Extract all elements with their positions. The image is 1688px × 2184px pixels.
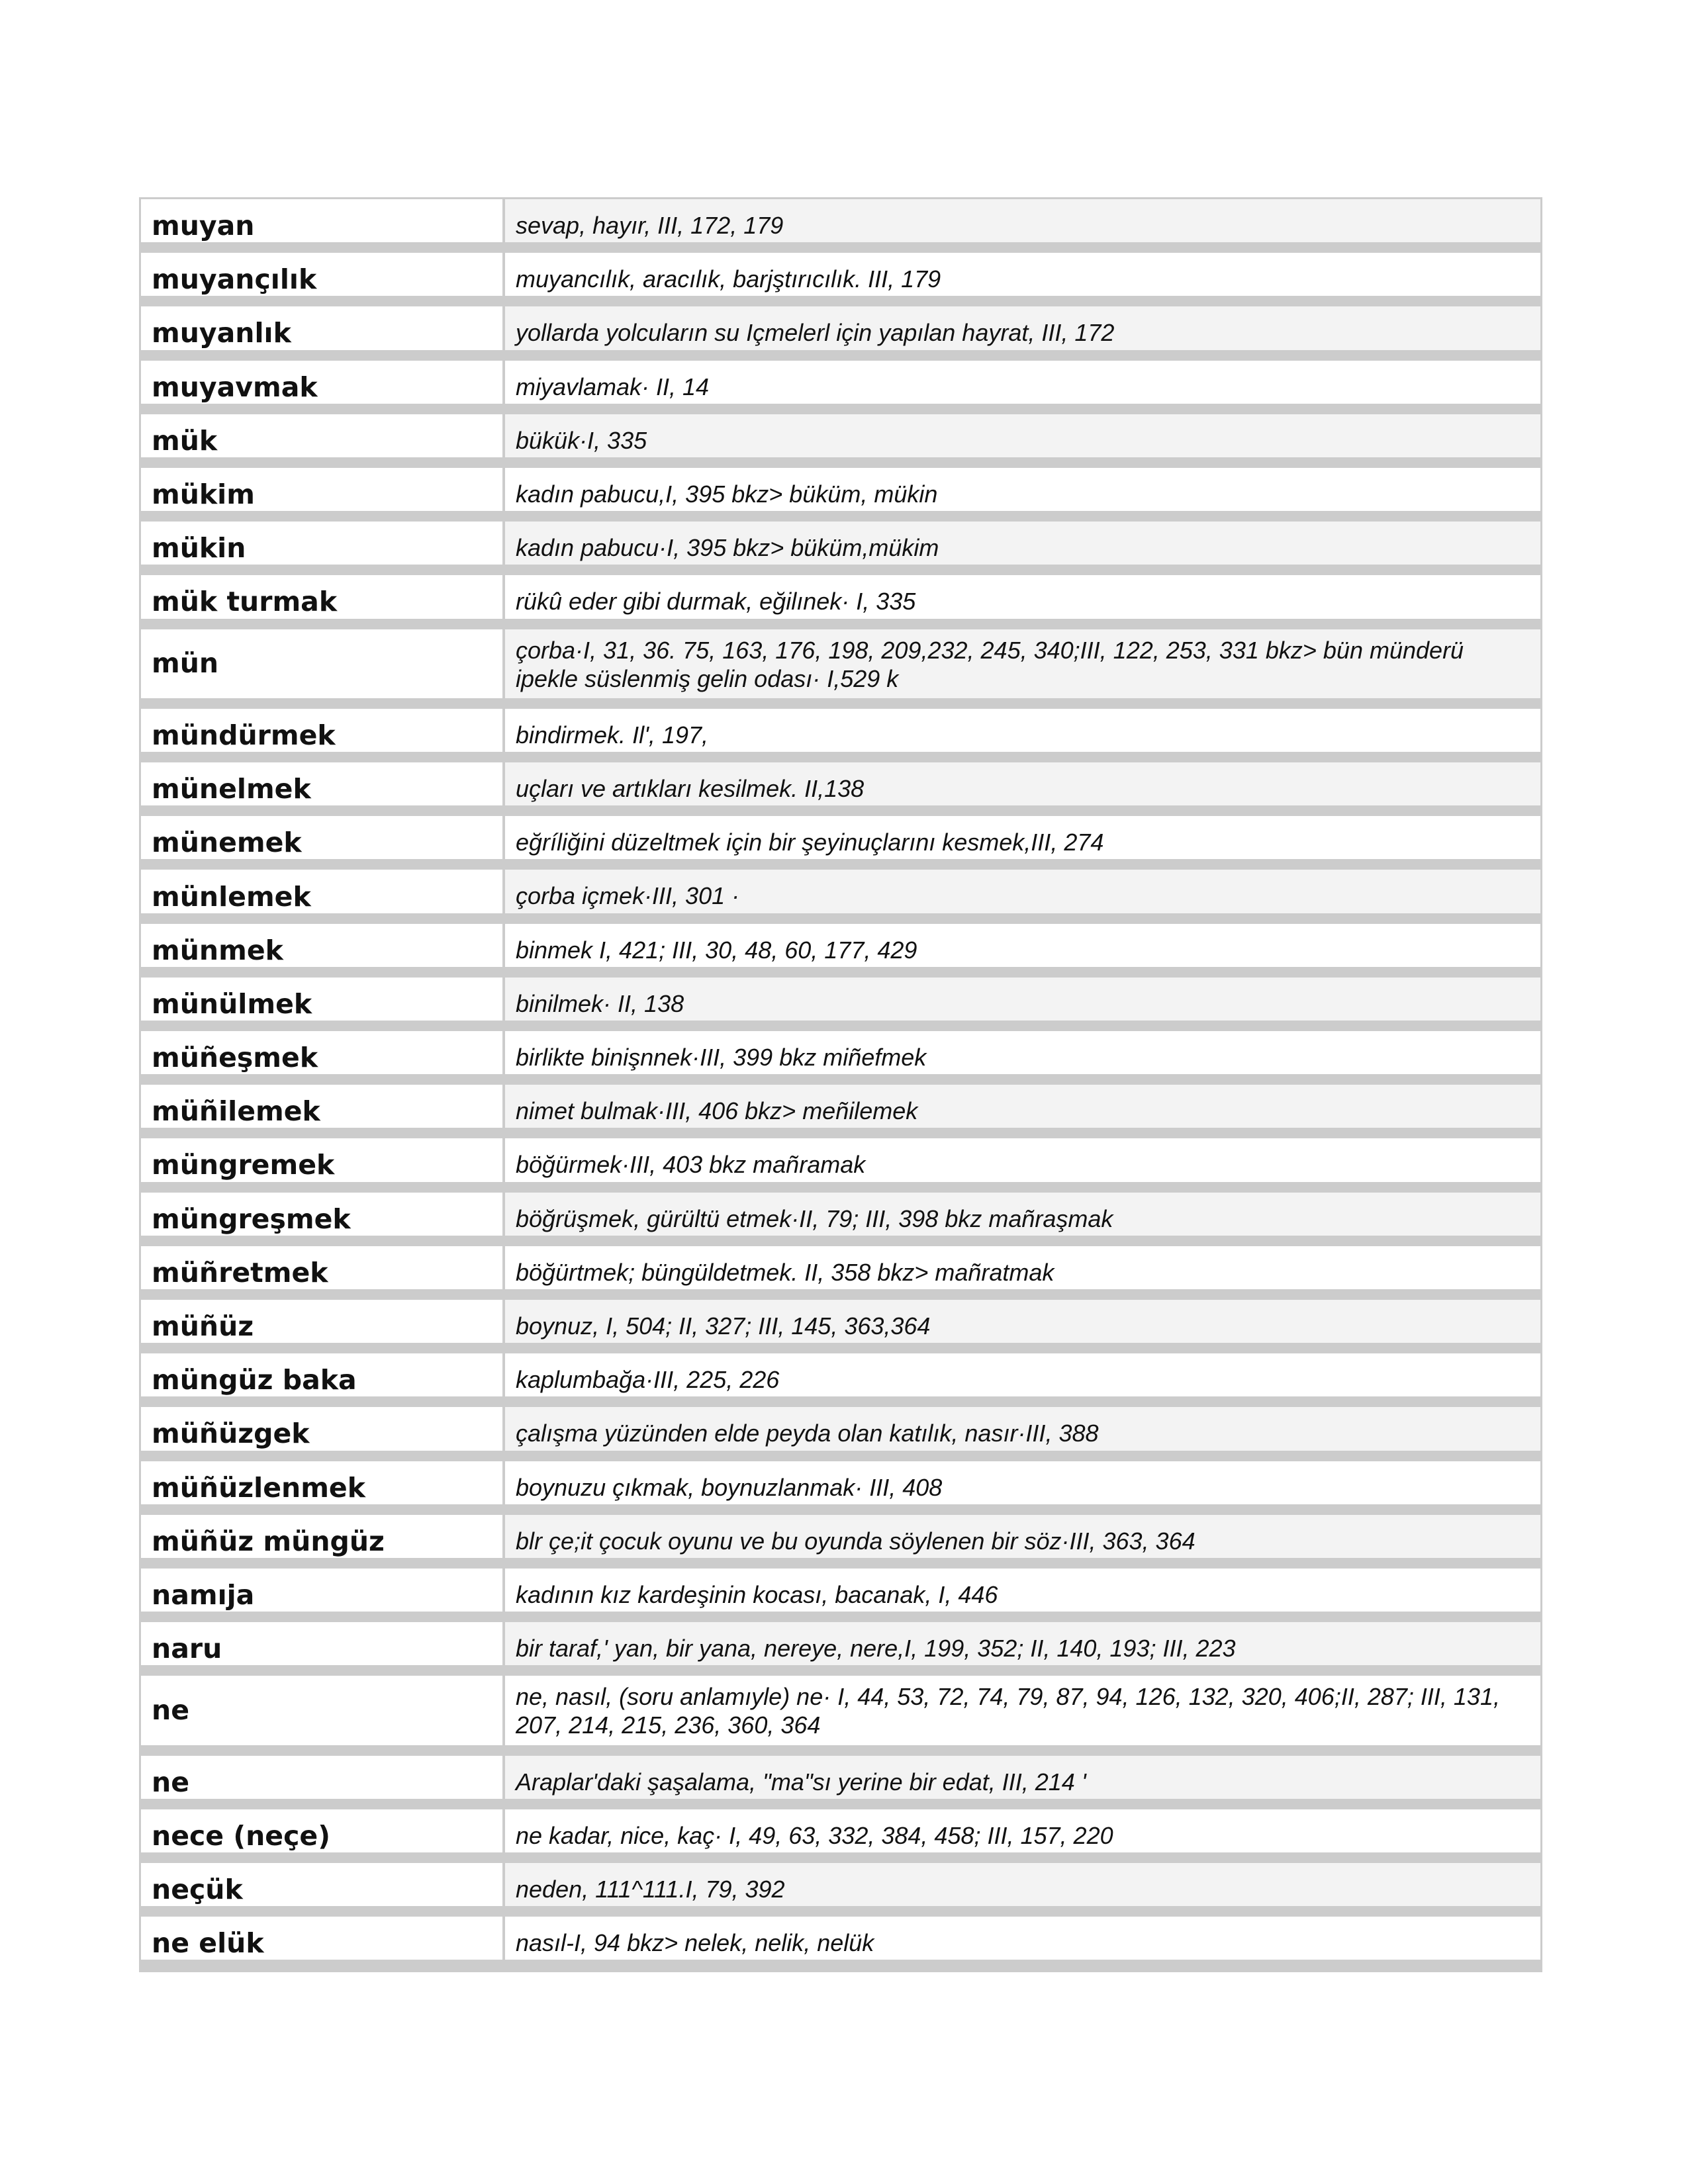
table-row bbox=[141, 199, 1540, 253]
entry-definition: boynuz, I, 504; II, 327; III, 145, 363,364 bbox=[505, 1300, 1540, 1343]
entry-term: mündürmek bbox=[141, 709, 505, 752]
entry-term: mük bbox=[141, 414, 505, 457]
table-row bbox=[141, 468, 1540, 522]
table-row bbox=[141, 1246, 1540, 1300]
entry-definition: miyavlamak· II, 14 bbox=[505, 361, 1540, 404]
table-row bbox=[141, 1622, 1540, 1676]
table-row bbox=[141, 1863, 1540, 1917]
entry-term: neçük bbox=[141, 1863, 505, 1906]
entry-definition: neden, 111^111.I, 79, 392 bbox=[505, 1863, 1540, 1906]
entry-term: naru bbox=[141, 1622, 505, 1665]
entry-definition: bükük·I, 335 bbox=[505, 414, 1540, 457]
entry-definition: böğürtmek; büngüldetmek. II, 358 bkz> mañratmak bbox=[505, 1246, 1540, 1289]
table-row bbox=[141, 306, 1540, 360]
entry-term: münlemek bbox=[141, 870, 505, 913]
table-row bbox=[141, 1569, 1540, 1622]
entry-definition: çorba içmek·III, 301 · bbox=[505, 870, 1540, 913]
table-row bbox=[141, 522, 1540, 575]
entry-term: ne elük bbox=[141, 1917, 505, 1960]
entry-definition: nasıl-I, 94 bkz> nelek, nelik, nelük bbox=[505, 1917, 1540, 1960]
table-row bbox=[141, 709, 1540, 762]
entry-definition: bir taraf,' yan, bir yana, nereye, nere,I, 199, 352; II, 140, 193; III, 223 bbox=[505, 1622, 1540, 1665]
entry-term: muyan bbox=[141, 199, 505, 242]
table-row bbox=[141, 870, 1540, 923]
table-row bbox=[141, 1031, 1540, 1085]
entry-definition: muyancılık, aracılık, barjştırıcılık. III, 179 bbox=[505, 253, 1540, 296]
table-row bbox=[141, 1461, 1540, 1515]
entry-term: mük turmak bbox=[141, 575, 505, 618]
table-row bbox=[141, 1809, 1540, 1863]
glossary-table bbox=[139, 197, 1542, 1972]
entry-term: münelmek bbox=[141, 762, 505, 805]
table-row bbox=[141, 1676, 1540, 1755]
entry-term: müñeşmek bbox=[141, 1031, 505, 1074]
table-row bbox=[141, 1300, 1540, 1353]
entry-definition: birlikte binişnnek·III, 399 bkz miñefmek bbox=[505, 1031, 1540, 1074]
table-row bbox=[141, 629, 1540, 709]
entry-term: münemek bbox=[141, 816, 505, 859]
entry-term: müñüz müngüz bbox=[141, 1515, 505, 1558]
entry-definition: kaplumbağa·III, 225, 226 bbox=[505, 1353, 1540, 1396]
entry-term: muyavmak bbox=[141, 361, 505, 404]
table-row bbox=[141, 1756, 1540, 1809]
entry-term: namıja bbox=[141, 1569, 505, 1612]
entry-term: müñüz bbox=[141, 1300, 505, 1343]
entry-term: müñretmek bbox=[141, 1246, 505, 1289]
entry-term: müñilemek bbox=[141, 1085, 505, 1128]
entry-definition: binilmek· II, 138 bbox=[505, 978, 1540, 1021]
table-row bbox=[141, 816, 1540, 870]
entry-term: mükim bbox=[141, 468, 505, 511]
entry-definition: blr çe;it çocuk oyunu ve bu oyunda söylenen bir söz·III, 363, 364 bbox=[505, 1515, 1540, 1558]
table-row bbox=[141, 1193, 1540, 1246]
entry-definition: nimet bulmak·III, 406 bkz> meñilemek bbox=[505, 1085, 1540, 1128]
entry-term: muyançılık bbox=[141, 253, 505, 296]
table-row bbox=[141, 1917, 1540, 1970]
entry-definition: ne, nasıl, (soru anlamıyle) ne· I, 44, 53, 72, 74, 79, 87, 94, 126, 132, 320, 406;II, 287; III, 131, 207, 214, 215, 236, 360, 364 bbox=[505, 1676, 1540, 1745]
entry-definition: çorba·I, 31, 36. 75, 163, 176, 198, 209,232, 245, 340;III, 122, 253, 331 bkz> bün münderü ipekle süslenmiş gelin odası· I,529 k bbox=[505, 629, 1540, 698]
table-row bbox=[141, 924, 1540, 978]
entry-term: müñüzlenmek bbox=[141, 1461, 505, 1504]
entry-term: muyanlık bbox=[141, 306, 505, 349]
entry-term: müngremek bbox=[141, 1138, 505, 1181]
entry-definition: ne kadar, nice, kaç· I, 49, 63, 332, 384, 458; III, 157, 220 bbox=[505, 1809, 1540, 1852]
entry-definition: rükû eder gibi durmak, eğilınek· I, 335 bbox=[505, 575, 1540, 618]
entry-definition: yollarda yolcuların su Içmelerl için yapılan hayrat, III, 172 bbox=[505, 306, 1540, 349]
entry-definition: boynuzu çıkmak, boynuzlanmak· III, 408 bbox=[505, 1461, 1540, 1504]
table-row bbox=[141, 361, 1540, 414]
table-row bbox=[141, 1515, 1540, 1569]
table-row bbox=[141, 253, 1540, 306]
entry-definition: kadın pabucu,I, 395 bkz> büküm, mükin bbox=[505, 468, 1540, 511]
entry-term: münmek bbox=[141, 924, 505, 967]
entry-term: münülmek bbox=[141, 978, 505, 1021]
entry-definition: çalışma yüzünden elde peyda olan katılık, nasır·III, 388 bbox=[505, 1407, 1540, 1450]
table-row bbox=[141, 575, 1540, 629]
entry-term: müñüzgek bbox=[141, 1407, 505, 1450]
table-row bbox=[141, 1085, 1540, 1138]
table-row bbox=[141, 762, 1540, 816]
entry-term: ne bbox=[141, 1756, 505, 1799]
entry-term: ne bbox=[141, 1676, 505, 1745]
entry-term: nece (neçe) bbox=[141, 1809, 505, 1852]
table-row bbox=[141, 1407, 1540, 1461]
entry-definition: kadın pabucu·I, 395 bkz> büküm,mükim bbox=[505, 522, 1540, 565]
entry-term: müngreşmek bbox=[141, 1193, 505, 1236]
entry-definition: eğríliğini düzeltmek için bir şeyinuçlarını kesmek,III, 274 bbox=[505, 816, 1540, 859]
entry-definition: Araplar'daki şaşalama, "ma"sı yerine bir edat, III, 214 ' bbox=[505, 1756, 1540, 1799]
entry-term: mün bbox=[141, 629, 505, 698]
entry-definition: bindirmek. Il', 197, bbox=[505, 709, 1540, 752]
entry-definition: binmek I, 421; III, 30, 48, 60, 177, 429 bbox=[505, 924, 1540, 967]
table-row bbox=[141, 1138, 1540, 1192]
table-row bbox=[141, 978, 1540, 1031]
entry-definition: böğürmek·III, 403 bkz mañramak bbox=[505, 1138, 1540, 1181]
entry-definition: uçları ve artıkları kesilmek. II,138 bbox=[505, 762, 1540, 805]
table-row bbox=[141, 414, 1540, 468]
entry-definition: böğrüşmek, gürültü etmek·II, 79; III, 398 bkz mañraşmak bbox=[505, 1193, 1540, 1236]
entry-definition: sevap, hayır, III, 172, 179 bbox=[505, 199, 1540, 242]
table-row bbox=[141, 1353, 1540, 1407]
entry-definition: kadının kız kardeşinin kocası, bacanak, I, 446 bbox=[505, 1569, 1540, 1612]
entry-term: müngüz baka bbox=[141, 1353, 505, 1396]
entry-term: mükin bbox=[141, 522, 505, 565]
